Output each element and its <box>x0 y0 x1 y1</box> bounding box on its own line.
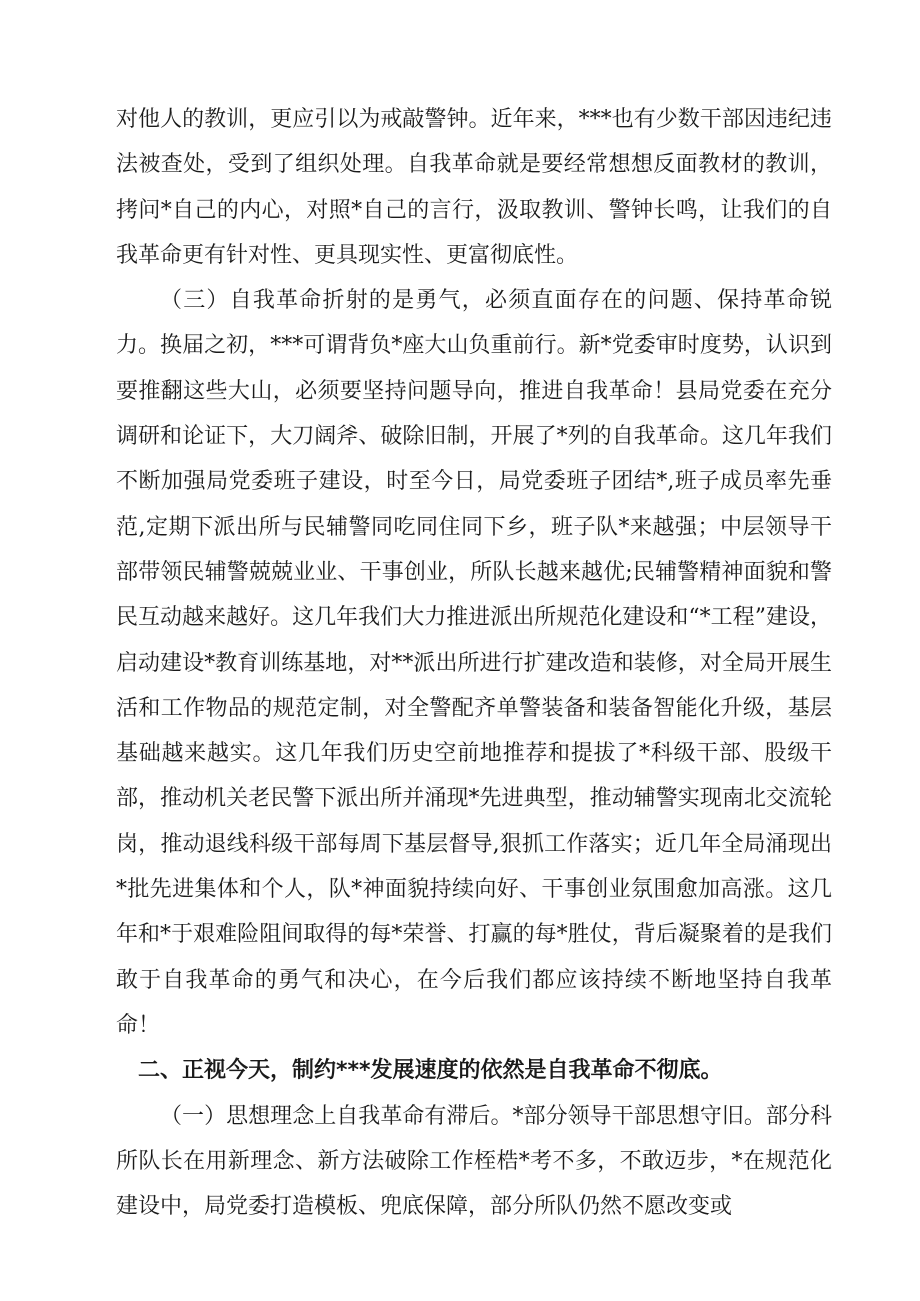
paragraph-subsection-one: （一）思想理念上自我革命有滞后。*部分领导干部思想守旧。部分科所队长在用新理念、新方法破除工作桎梏*考不多，不敢迈步，*在规范化建设中，局党委打造模板、兜底保障，部分所队仍然不愿改变或 <box>116 1103 832 1220</box>
paragraph-continuation: 对他人的教训，更应引以为戒敲警钟。近年来，***也有少数干部因违纪违法被查处，受到了组织处理。自我革命就是要经常想想反面教材的教训，拷问*自己的内心，对照*自己的言行，汲取教训、警钟长鸣，让我们的自我革命更有针对性、更具现实性、更富彻底性。 <box>116 107 832 268</box>
document-body <box>116 97 832 1229</box>
paragraph-section-three: （三）自我革命折射的是勇气，必须直面存在的问题、保持革命锐力。换届之初，***可谓背负*座大山负重前行。新*党委审时度势，认识到要推翻这些大山，必须要坚持问题导向，推进自我革命！县局党委在充分调研和论证下，大刀阔斧、破除旧制，开展了*列的自我革命。这几年我们不断加强局党委班子建设，时至今日，局党委班子团结*,班子成员率先垂范,定期下派出所与民辅警同吃同住同下乡，班子队*来越强；中层领导干部带领民辅警兢兢业业、干事创业，所队长越来越优;民辅警精神面貌和警民互动越来越好。这几年我们大力推进派出所规范化建设和“*工程”建设，启动建设*教育训练基地，对**派出所进行扩建改造和装修，对全局开展生活和工作物品的规范定制，对全警配齐单警装备和装备智能化升级，基层基础越来越实。这几年我们历史空前地推荐和提拔了*科级干部、股级干部，推动机关老民警下派出所并涌现*先进典型，推动辅警实现南北交流轮岗，推动退线科级干部每周下基层督导,狠抓工作落实；近几年全局涌现出*批先进集体和个人，队*神面貌持续向好、干事创业氛围愈加高涨。这几年和*于艰难险阻间取得的每*荣誉、打赢的每*胜仗，背后凝聚着的是我们敢于自我革命的勇气和决心，在今后我们都应该持续不断地坚持自我革命！ <box>116 288 832 1038</box>
section-heading-two: 二、正视今天，制约***发展速度的依然是自我革命不彻底。 <box>138 1058 723 1084</box>
